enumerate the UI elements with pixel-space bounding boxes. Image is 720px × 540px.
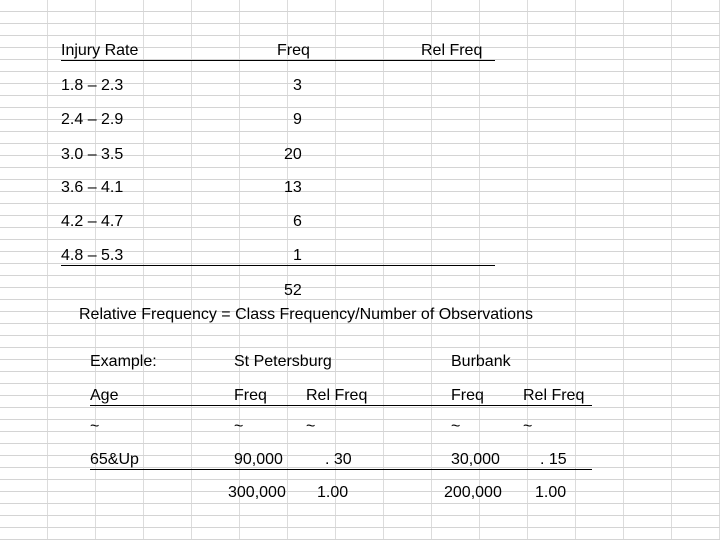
header-rel-freq: Rel Freq	[421, 42, 483, 59]
row-freq: 3	[293, 77, 302, 94]
header-age: Age	[90, 387, 119, 404]
city-st-petersburg: St Petersburg	[234, 353, 332, 370]
freq-1-value: 90,000	[234, 451, 283, 468]
tilde: ~	[523, 418, 533, 435]
tilde: ~	[90, 418, 100, 435]
rel-freq-1-value: . 30	[325, 451, 352, 468]
total-rel-freq-1: 1.00	[317, 484, 349, 501]
tilde: ~	[306, 418, 316, 435]
tilde: ~	[234, 418, 244, 435]
header-freq-2: Freq	[451, 387, 484, 404]
age-65-up: 65&Up	[90, 451, 139, 468]
header-rel-freq-1: Rel Freq	[306, 387, 368, 404]
row-freq: 20	[284, 146, 302, 163]
total-rel-freq-2: 1.00	[535, 484, 567, 501]
total-freq-2: 200,000	[444, 484, 502, 501]
rel-freq-2-value: . 15	[540, 451, 567, 468]
example-label: Example:	[90, 353, 157, 370]
city-burbank: Burbank	[451, 353, 511, 370]
header-underline	[61, 60, 495, 61]
row-rate: 4.2 – 4.7	[61, 213, 124, 230]
header-injury-rate: Injury Rate	[61, 42, 139, 59]
header-rel-freq-2: Rel Freq	[523, 387, 585, 404]
header-freq: Freq	[277, 42, 310, 59]
freq-2-value: 30,000	[451, 451, 500, 468]
row-freq: 9	[293, 111, 302, 128]
row-rate: 1.8 – 2.3	[61, 77, 124, 94]
row-rate: 3.0 – 3.5	[61, 146, 124, 163]
formula-text: Relative Frequency = Class Frequency/Number of Observations	[79, 306, 533, 323]
row-freq: 6	[293, 213, 302, 230]
example-header-underline	[90, 405, 592, 406]
row-rate: 3.6 – 4.1	[61, 179, 124, 196]
last-row-underline	[61, 265, 495, 266]
row-freq: 13	[284, 179, 302, 196]
header-freq-1: Freq	[234, 387, 267, 404]
tilde: ~	[451, 418, 461, 435]
total-freq-1: 300,000	[228, 484, 286, 501]
example-row-underline	[90, 469, 592, 470]
row-rate: 4.8 – 5.3	[61, 247, 124, 264]
row-freq: 1	[293, 247, 302, 264]
row-rate: 2.4 – 2.9	[61, 111, 124, 128]
total-freq: 52	[284, 282, 302, 299]
